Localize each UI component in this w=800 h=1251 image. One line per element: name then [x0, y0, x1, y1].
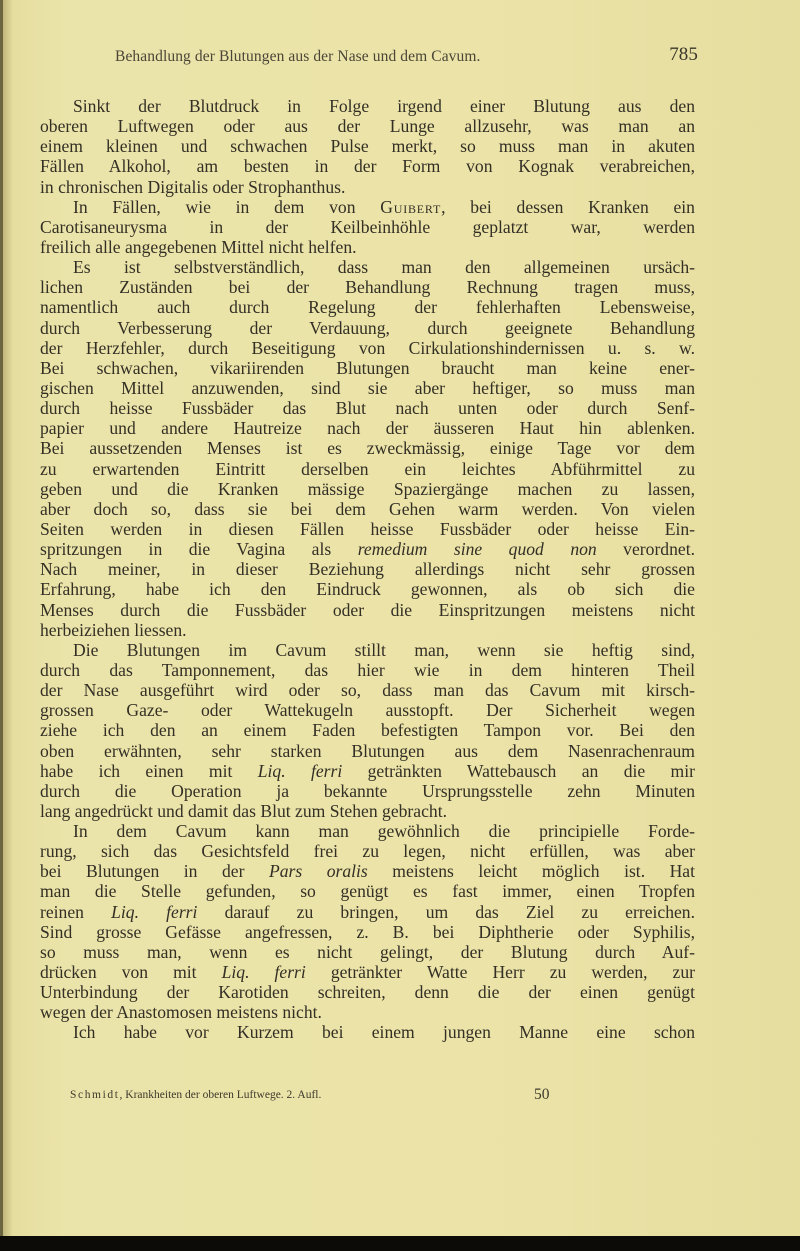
text-line: oberen Luftwegen oder aus der Lunge allzusehr, was man an — [40, 116, 695, 137]
text-line: lang angedrückt und damit das Blut zum Stehen gebracht. — [40, 800, 447, 821]
italic-term: Liq. ferri — [221, 962, 306, 983]
text-line: der Nase ausgeführt wird oder so, dass man das Cavum mit kirsch- — [40, 680, 695, 701]
text-line: Die Blutungen im Cavum stillt man, wenn sie heftig sind, — [73, 639, 695, 660]
text-line: Fällen Alkohol, am besten in der Form von Kognak verabreichen, — [40, 156, 695, 177]
text-line: Es ist selbstverständlich, dass man den allgemeinen ursäch- — [73, 257, 695, 278]
italic-term: Liq. ferri — [257, 760, 343, 781]
text-line: In dem Cavum kann man gewöhnlich die principielle Forde- — [73, 821, 695, 842]
author-name: Guibert — [380, 196, 442, 217]
text-line: zu erwartenden Eintritt derselben ein leichtes Abführmittel zu — [40, 458, 695, 479]
text-line: Ich habe vor Kurzem bei einem jungen Manne eine schon — [73, 1022, 695, 1043]
text-line: durch das Tamponnement, das hier wie in dem hinteren Theil — [40, 659, 695, 680]
italic-term: Pars oralis — [268, 861, 368, 882]
text-line: in chronischen Digitalis oder Strophanthus. — [40, 176, 346, 197]
text-line: habe ich einen mit Liq. ferri getränkten Wattebausch an die mir — [40, 760, 695, 781]
text-line: einem kleinen und schwachen Pulse merkt, so muss man in akuten — [40, 136, 695, 157]
page-footer — [70, 1086, 570, 1103]
footer-author: Schmidt — [70, 1089, 120, 1101]
text-line: gischen Mittel anzuwenden, sind sie aber heftiger, so muss man — [40, 377, 695, 398]
text-line: durch Verbesserung der Verdauung, durch geeignete Behandlung — [40, 317, 695, 338]
text-line: reinen Liq. ferri darauf zu bringen, um das Ziel zu erreichen. — [40, 901, 696, 922]
text-line: man die Stelle gefunden, so genügt es fast immer, einen Tropfen — [40, 881, 695, 902]
italic-term: Liq. ferri — [111, 901, 198, 922]
text-line: aber doch so, dass sie bei dem Gehen warm werden. Von vielen — [40, 498, 695, 519]
text-line: Nach meiner, in dieser Beziehung allerdings nicht sehr grossen — [40, 559, 695, 580]
text-line: papier und andere Hautreize nach der äusseren Haut hin ablenken. — [40, 418, 695, 439]
text-line: Sinkt der Blutdruck in Folge irgend einer Blutung aus den — [73, 96, 695, 116]
footer-book-title: , Krankheiten der oberen Luftwege. 2. Aufl. — [119, 1089, 322, 1101]
text-line: Sind grosse Gefässe angefressen, z. B. bei Diphtherie oder Syphilis, — [40, 921, 695, 942]
text-line: Bei schwachen, vikariirenden Blutungen braucht man keine ener- — [40, 357, 695, 378]
text-line: ziehe ich den an einem Faden befestigten Tampon vor. Bei den — [40, 720, 695, 741]
text-line: so muss man, wenn es nicht gelingt, der Blutung durch Auf- — [40, 941, 695, 962]
text-line: lichen Zuständen bei der Behandlung Rechnung tragen muss, — [40, 277, 695, 298]
text-line: In Fällen, wie in dem von Guibert, bei dessen Kranken ein — [73, 196, 695, 217]
page-number: 785 — [669, 44, 698, 65]
text-line: Unterbindung der Karotiden schreiten, denn die der einen genügt — [40, 982, 695, 1003]
text-line: Carotisaneurysma in der Keilbeinhöhle geplatzt war, werden — [40, 216, 695, 237]
text-line: wegen der Anastomosen meistens nicht. — [40, 1002, 322, 1023]
text-line: grossen Gaze- oder Wattekugeln ausstopft. Der Sicherheit wegen — [40, 700, 695, 721]
text-line: oben erwähnten, sehr starken Blutungen aus dem Nasenrachenraum — [40, 740, 695, 761]
text-line: der Herzfehler, durch Beseitigung von Cirkulationshindernissen u. s. w. — [40, 337, 695, 358]
text-line: spritzungen in die Vagina als remedium sine quod non verordnet. — [40, 539, 695, 560]
text-line: namentlich auch durch Regelung der fehlerhaften Lebensweise, — [40, 297, 695, 318]
text-line: bei Blutungen in der Pars oralis meistens leicht möglich ist. Hat — [40, 861, 695, 882]
page-gutter-shadow — [3, 0, 13, 1236]
italic-term: remedium sine quod non — [357, 539, 597, 560]
text-line: Seiten werden in diesen Fällen heisse Fussbäder oder heisse Ein- — [40, 518, 695, 539]
text-line: Erfahrung, habe ich den Eindruck gewonnen, als ob sich die — [40, 579, 695, 600]
text-line: freilich alle angegebenen Mittel nicht helfen. — [40, 236, 357, 257]
text-line: durch heisse Fussbäder das Blut nach unten oder durch Senf- — [40, 398, 695, 419]
text-line: Bei aussetzenden Menses ist es zweckmässig, einige Tage vor dem — [40, 438, 695, 459]
text-line: rung, sich das Gesichtsfeld frei zu legen, nicht erfüllen, was aber — [40, 841, 695, 862]
scan-bottom-border — [0, 1236, 800, 1251]
text-line: herbeiziehen liessen. — [40, 619, 187, 640]
text-line: Menses durch die Fussbäder oder die Einspritzungen meistens nicht — [40, 599, 695, 620]
text-line: geben und die Kranken mässige Spaziergänge machen zu lassen, — [40, 478, 695, 499]
body-text — [40, 96, 695, 1043]
signature-mark: 50 — [534, 1086, 550, 1103]
text-line: durch die Operation ja bekannte Ursprungsstelle zehn Minuten — [40, 780, 695, 801]
running-head-title: Behandlung der Blutungen aus der Nase und dem Cavum. — [115, 48, 481, 65]
text-line: drücken von mit Liq. ferri getränkter Watte Herr zu werden, zur — [40, 962, 696, 983]
